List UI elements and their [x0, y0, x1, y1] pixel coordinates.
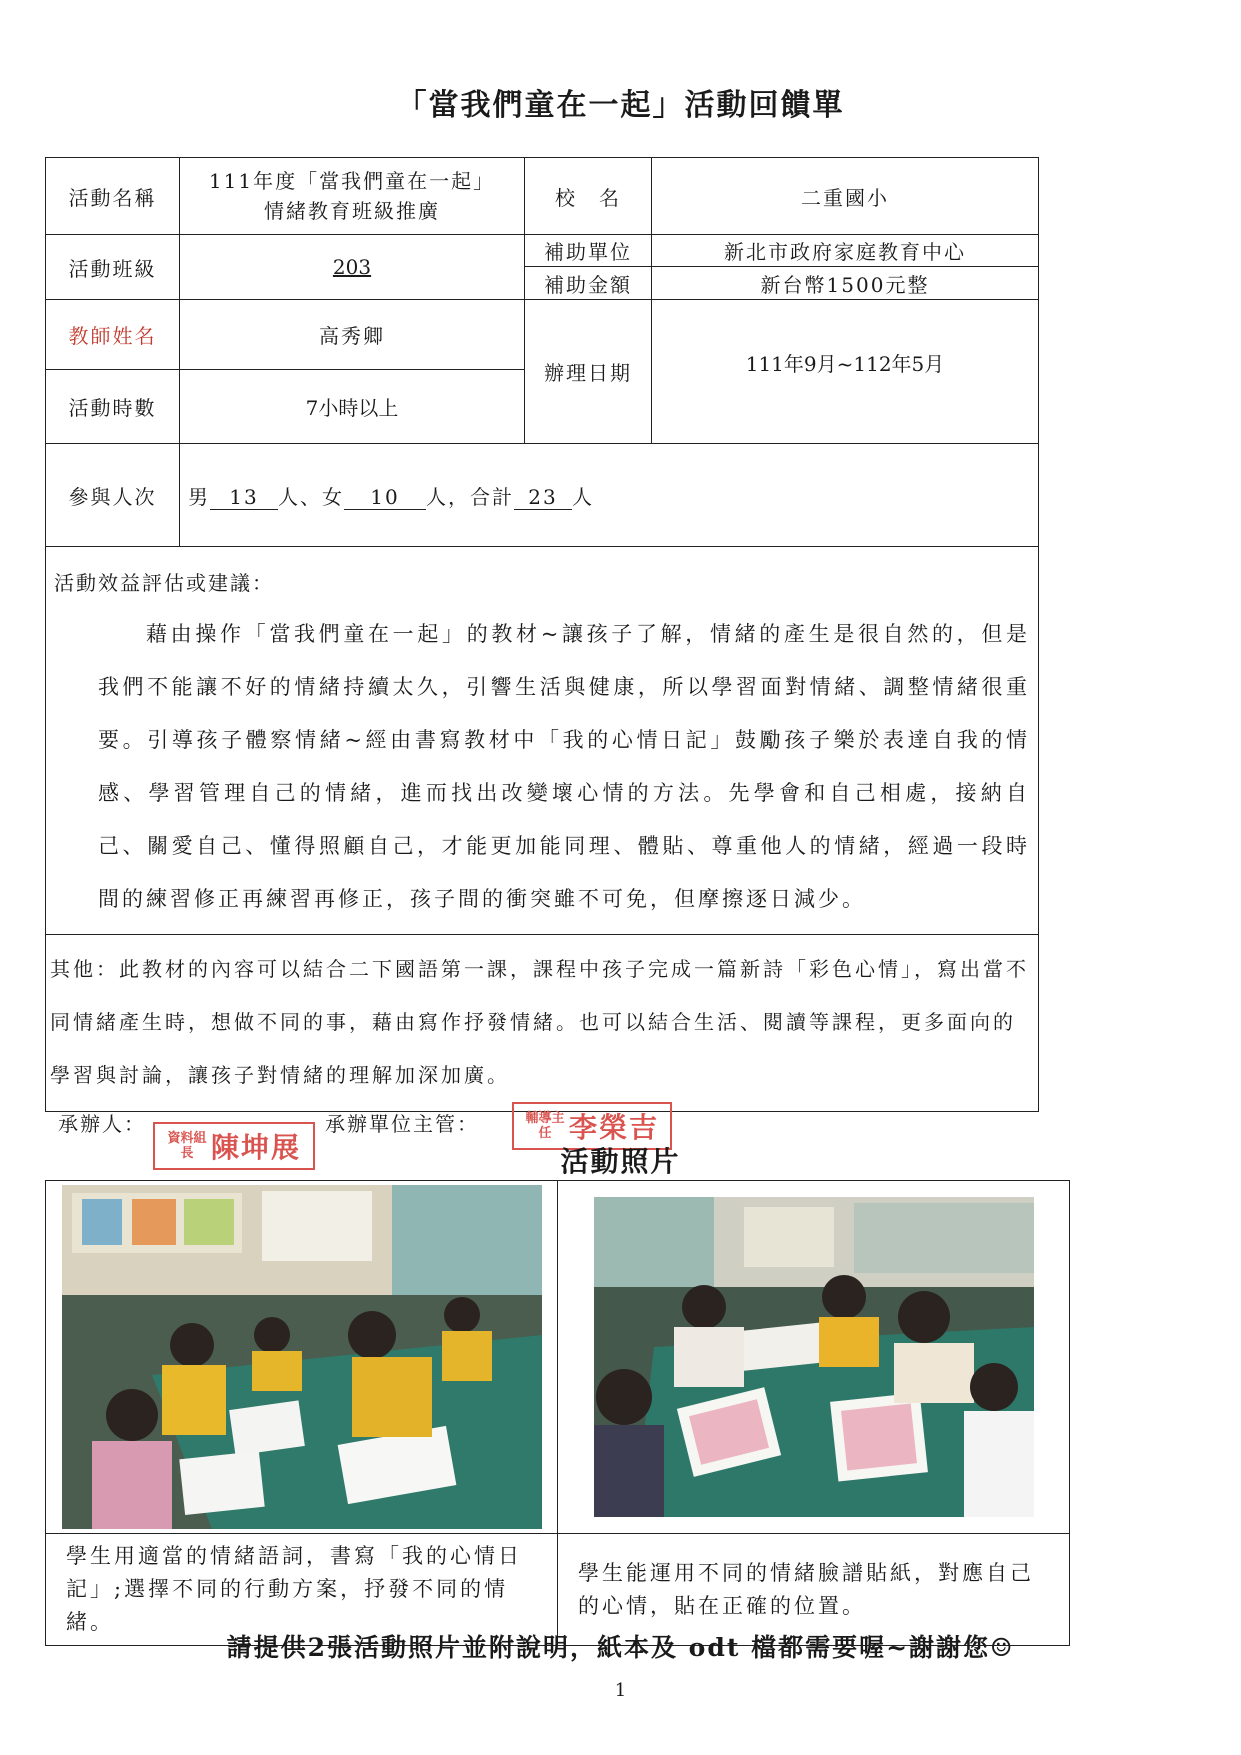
evaluation-heading: 活動效益評估或建議： [54, 571, 274, 595]
male-count: 13 [210, 485, 278, 510]
class-label: 活動班級 [46, 235, 180, 300]
classroom-photo-1 [62, 1185, 542, 1529]
male-prefix: 男 [188, 484, 210, 509]
photo-cell-1 [46, 1181, 558, 1534]
total-suffix: 人 [572, 484, 594, 509]
page-number: 1 [614, 1680, 627, 1701]
activity-name-line1: 111年度「當我們童在一起」 [208, 169, 496, 193]
amount-label: 補助金額 [525, 267, 652, 300]
school-value: 二重國小 [652, 158, 1039, 235]
supervisor-label: 承辦單位主管： [325, 1112, 479, 1136]
classroom-photo-2 [594, 1197, 1034, 1517]
organizer-stamp-title: 資料組長 [167, 1131, 207, 1161]
school-label: 校 名 [525, 158, 652, 235]
photos-table [45, 1180, 1070, 1646]
class-number: 203 [332, 255, 372, 279]
organizer-stamp-name: 陳坤展 [210, 1131, 301, 1164]
hours-label: 活動時數 [46, 370, 180, 444]
total-count: 23 [514, 485, 572, 510]
teacher-label: 教師姓名 [46, 300, 180, 370]
participants-value [180, 444, 1039, 547]
sponsor-value: 新北市政府家庭教育中心 [652, 235, 1039, 267]
organizer-label: 承辦人： [58, 1112, 146, 1136]
participants-label: 參與人次 [46, 444, 180, 547]
evaluation-section [46, 547, 1039, 935]
date-label: 辦理日期 [525, 300, 652, 444]
teacher-value: 高秀卿 [180, 300, 525, 370]
other-section: 其他：此教材的內容可以結合二下國語第一課，課程中孩子完成一篇新詩「彩色心情」，寫出當不同情緒產生時，想做不同的事，藉由寫作抒發情緒。也可以結合生活、閱讀等課程，更多面向的學習與討論，讓孩子對情緒的理解加深加廣。 [46, 935, 1039, 1112]
photo-caption-2: 學生能運用不同的情緒臉譜貼紙，對應自己的心情，貼在正確的位置。 [558, 1534, 1070, 1646]
amount-value: 新台幣1500元整 [652, 267, 1039, 300]
supervisor-stamp-name: 李榮吉 [568, 1111, 659, 1144]
supervisor-stamp-title: 輔導主任 [525, 1111, 565, 1141]
activity-name-label: 活動名稱 [46, 158, 180, 235]
class-value [180, 235, 525, 300]
date-value: 111年9月~112年5月 [652, 300, 1039, 444]
evaluation-body: 藉由操作「當我們童在一起」的教材~讓孩子了解，情緒的產生是很自然的，但是我們不能讓不好的情緒持續太久，引響生活與健康，所以學習面對情緒、調整情緒很重要。引導孩子體察情緒~經由書寫教材中「我的心情日記」鼓勵孩子樂於表達自我的情感、學習管理自己的情緒，進而找出改變壞心情的方法。先學會和自己相處，接納自己、關愛自己、懂得照顧自己，才能更加能同理、體貼、尊重他人的情緒，經過一段時間的練習修正再練習再修正，孩子間的衝突雖不可免，但摩擦逐日減少。 [98, 622, 1030, 911]
female-suffix: 人，合計 [426, 484, 514, 509]
photos-heading: 活動照片 [560, 1145, 681, 1178]
male-suffix: 人、女 [278, 484, 344, 509]
photo-cell-2 [558, 1181, 1070, 1534]
female-count: 10 [344, 485, 426, 510]
activity-name-line2: 情緒教育班級推廣 [264, 199, 440, 223]
sponsor-label: 補助單位 [525, 235, 652, 267]
footer-note: 請提供2張活動照片並附說明，紙本及 odt 檔都需要喔~謝謝您☺ [226, 1633, 1015, 1662]
page-title: 「當我們童在一起」活動回饋單 [396, 88, 845, 123]
photo-caption-1: 學生用適當的情緒語詞，書寫「我的心情日記」;選擇不同的行動方案，抒發不同的情緒。 [46, 1534, 558, 1646]
activity-info-table [45, 157, 1039, 1112]
hours-value: 7小時以上 [180, 370, 525, 444]
activity-name-value [180, 158, 525, 235]
